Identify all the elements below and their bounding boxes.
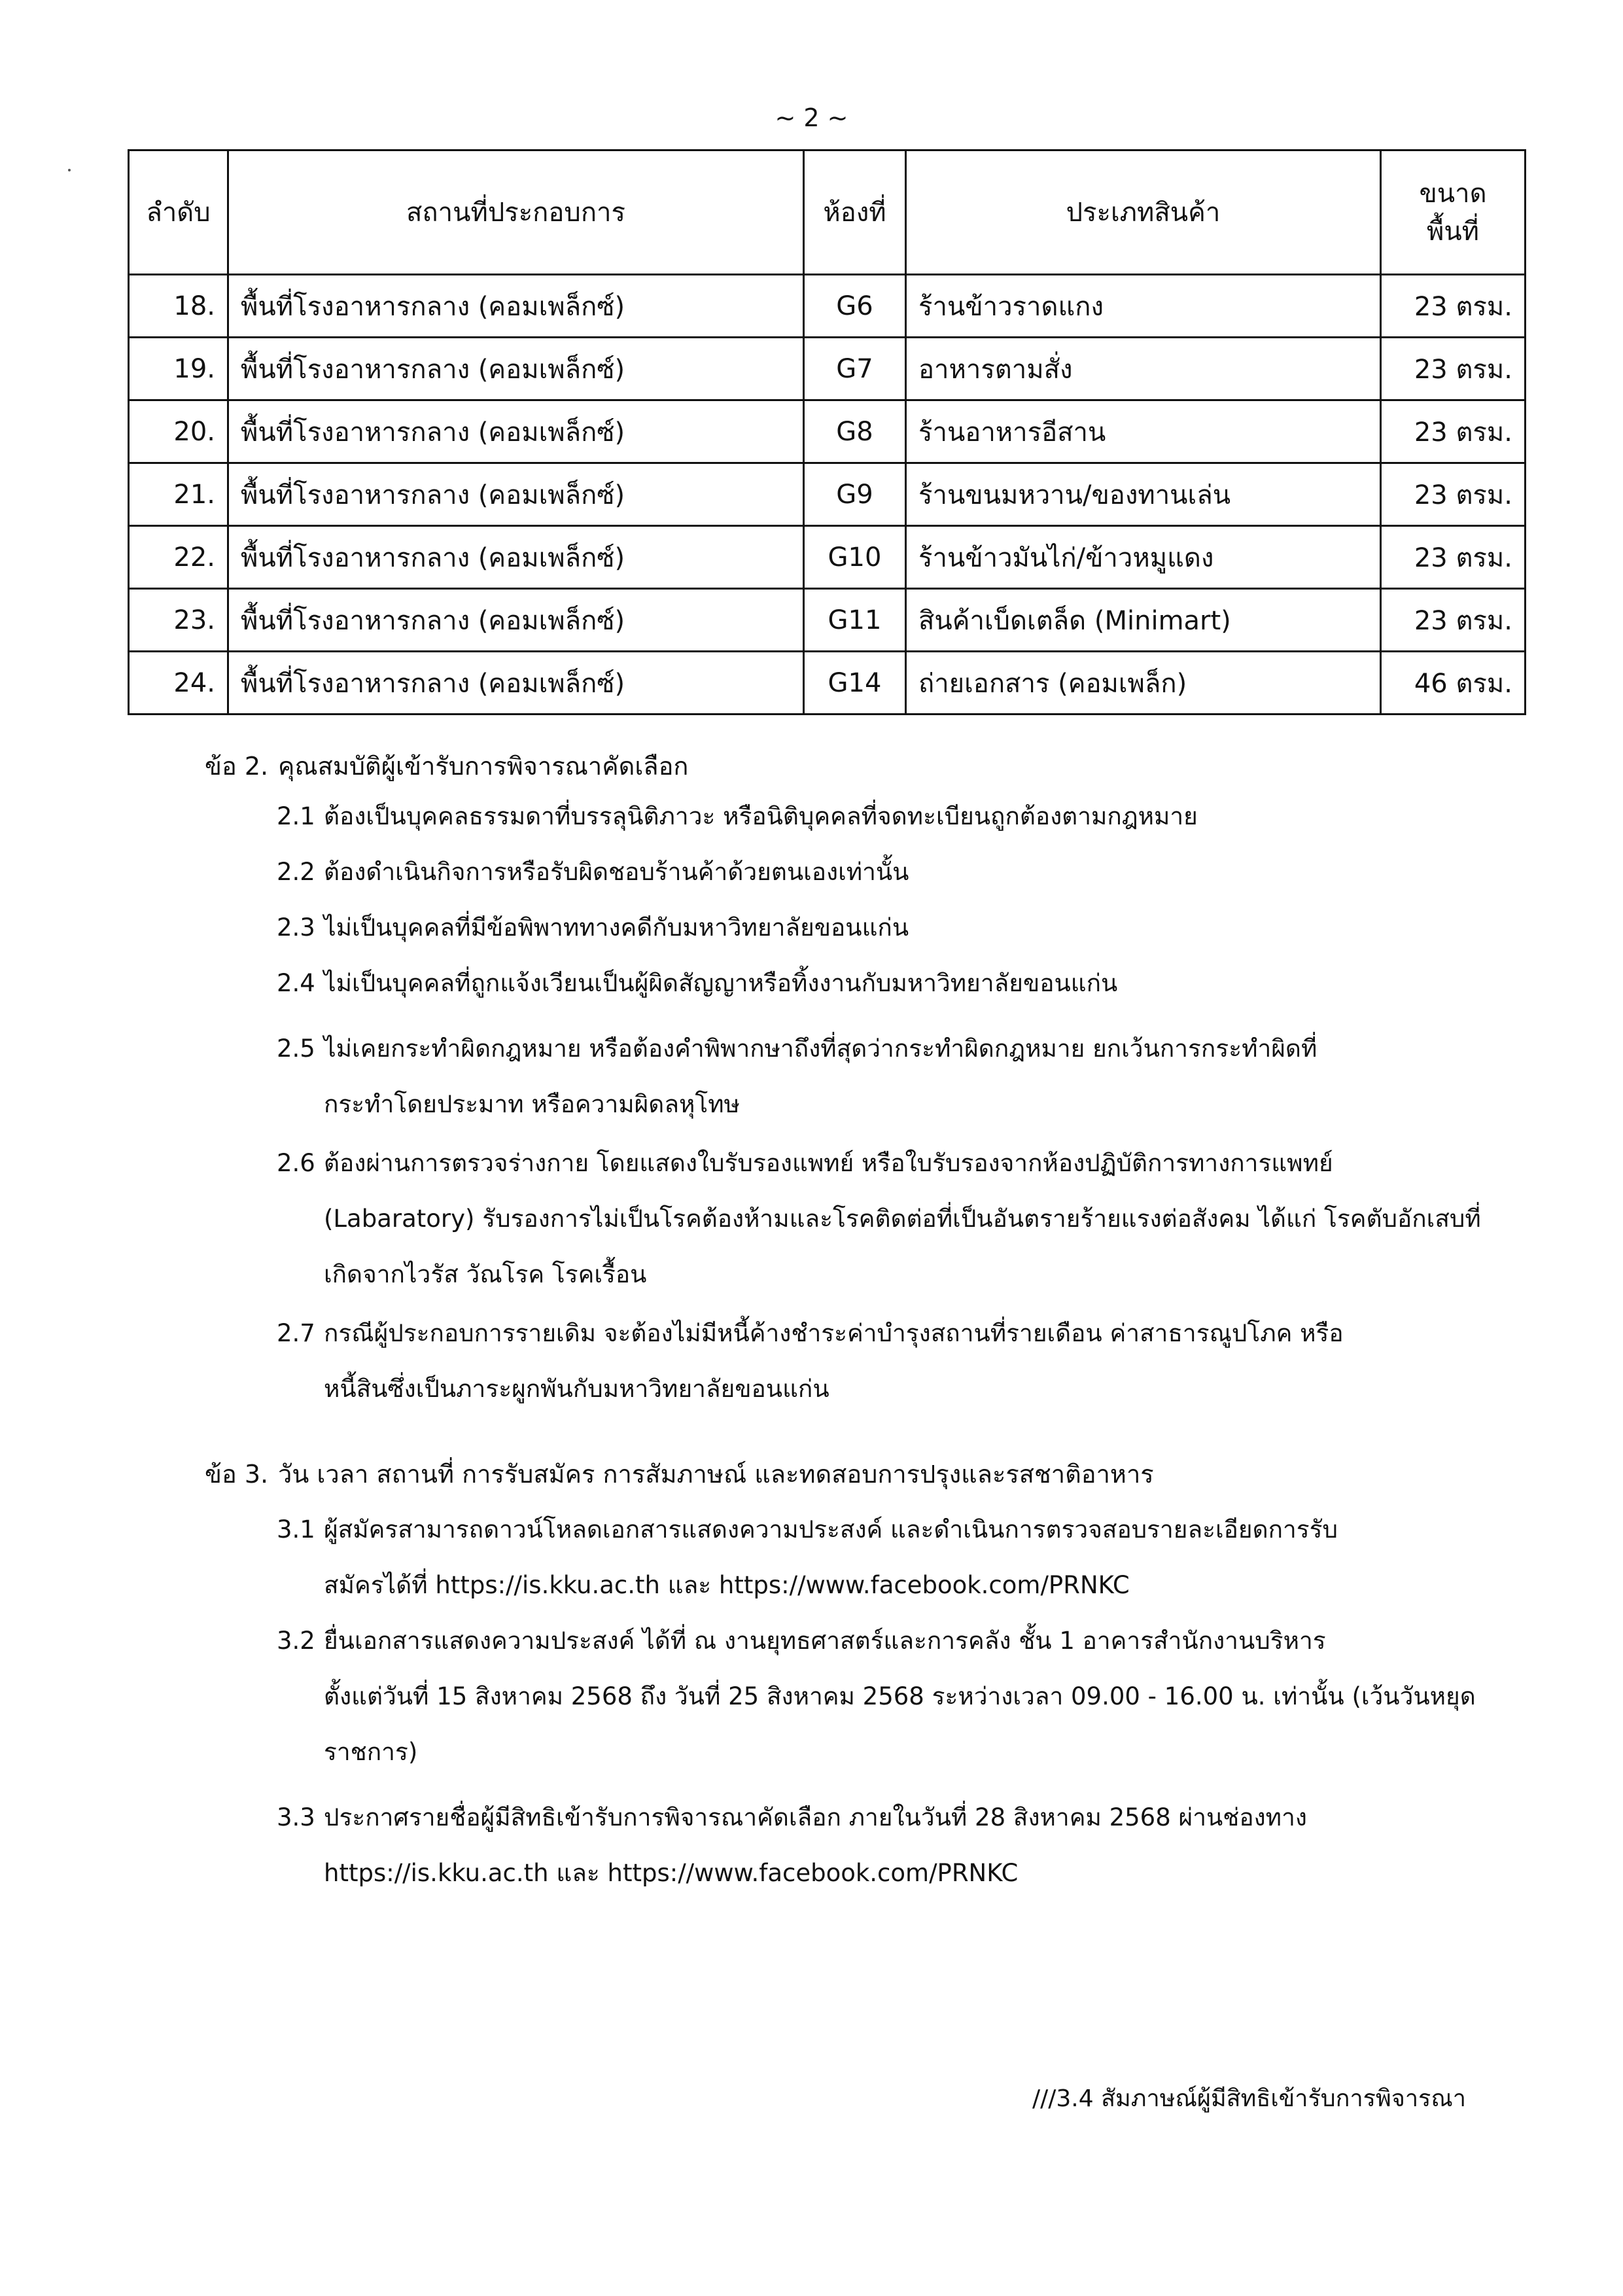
item-number: 2.6	[277, 1149, 315, 1177]
cell-no: 20.	[129, 400, 228, 463]
cell-place: พื้นที่โรงอาหารกลาง (คอมเพล็กซ์)	[228, 275, 804, 338]
section-3-title: วัน เวลา สถานที่ การรับสมัคร การสัมภาษณ์ และทดสอบการปรุงและรสชาติอาหาร	[278, 1460, 1154, 1489]
header-no: ลำดับ	[129, 150, 228, 275]
cell-no: 19.	[129, 338, 228, 400]
item-text: ยื่นเอกสารแสดงความประสงค์ ได้ที่ ณ งานยุทธศาสตร์และการคลัง ชั้น 1 อาคารสำนักงานบริหาร	[324, 1627, 1326, 1655]
section-2-item-6	[277, 1135, 1507, 1302]
section-3-item-3	[277, 1790, 1507, 1901]
table-row	[129, 275, 1526, 338]
table-row	[129, 589, 1526, 652]
cell-no: 24.	[129, 652, 228, 715]
item-text: กรณีผู้ประกอบการรายเดิม จะต้องไม่มีหนี้ค้างชำระค่าบำรุงสถานที่รายเดือน ค่าสาธารณูปโภค หรือ	[324, 1319, 1344, 1347]
item-text: ผู้สมัครสามารถดาวน์โหลดเอกสารแสดงความประสงค์ และดำเนินการตรวจสอบรายละเอียดการรับ	[324, 1515, 1338, 1544]
table-row	[129, 338, 1526, 400]
cell-no: 18.	[129, 275, 228, 338]
cell-size: 23 ตรม.	[1381, 526, 1526, 589]
scan-speck	[68, 169, 71, 171]
section-3-number: ข้อ 3.	[205, 1460, 269, 1489]
section-3-item-2	[277, 1613, 1507, 1780]
cell-room: G10	[804, 526, 906, 589]
cell-type: ร้านอาหารอีสาน	[906, 400, 1381, 463]
section-2-title: คุณสมบัติผู้เข้ารับการพิจารณาคัดเลือก	[278, 752, 689, 781]
item-number: 2.7	[277, 1319, 315, 1347]
table-body	[129, 275, 1526, 715]
item-text: ต้องเป็นบุคคลธรรมดาที่บรรลุนิติภาวะ หรือนิติบุคคลที่จดทะเบียนถูกต้องตามกฎหมาย	[324, 802, 1198, 830]
cell-size: 23 ตรม.	[1381, 338, 1526, 400]
shop-space-table	[128, 149, 1526, 715]
header-size-line2: พื้นที่	[1426, 216, 1480, 247]
cell-place: พื้นที่โรงอาหารกลาง (คอมเพล็กซ์)	[228, 400, 804, 463]
cell-type: สินค้าเบ็ดเตล็ด (Minimart)	[906, 589, 1381, 652]
item-text: ต้องดำเนินกิจการหรือรับผิดชอบร้านค้าด้วยตนเองเท่านั้น	[324, 858, 909, 886]
section-2-item-4	[277, 955, 1507, 1011]
item-number: 2.3	[277, 913, 315, 942]
continuation-note: ///3.4 สัมภาษณ์ผู้มีสิทธิเข้ารับการพิจารณา	[1032, 2085, 1466, 2112]
header-room: ห้องที่	[804, 150, 906, 275]
item-continuation: กระทำโดยประมาท หรือความผิดลหุโทษ	[324, 1090, 741, 1118]
section-2-item-2	[277, 844, 1507, 900]
item-continuation: ตั้งแต่วันที่ 15 สิงหาคม 2568 ถึง วันที่ 25 สิงหาคม 2568 ระหว่างเวลา 09.00 - 16.00 น. เท่านั้น (เว้นวันหยุดราชการ)	[324, 1682, 1476, 1766]
item-continuation: (Labaratory) รับรองการไม่เป็นโรคต้องห้ามและโรคติดต่อที่เป็นอันตรายร้ายแรงต่อสังคม ได้แก่ โรคตับอักเสบที่เกิดจากไวรัส วัณโรค โรคเรื้อน	[324, 1205, 1481, 1288]
item-text: ต้องผ่านการตรวจร่างกาย โดยแสดงใบรับรองแพทย์ หรือใบรับรองจากห้องปฏิบัติการทางการแพทย์	[324, 1149, 1333, 1177]
table-row	[129, 400, 1526, 463]
table-row	[129, 652, 1526, 715]
item-number: 2.2	[277, 858, 315, 886]
cell-type: ร้านข้าวมันไก่/ข้าวหมูแดง	[906, 526, 1381, 589]
cell-size: 46 ตรม.	[1381, 652, 1526, 715]
item-text: ไม่เป็นบุคคลที่มีข้อพิพาททางคดีกับมหาวิทยาลัยขอนแก่น	[324, 913, 909, 942]
section-3-item-1	[277, 1502, 1507, 1613]
item-number: 2.4	[277, 969, 315, 997]
item-continuation: หนี้สินซึ่งเป็นภาระผูกพันกับมหาวิทยาลัยขอนแก่น	[324, 1375, 829, 1403]
cell-type: อาหารตามสั่ง	[906, 338, 1381, 400]
cell-no: 21.	[129, 463, 228, 526]
cell-room: G9	[804, 463, 906, 526]
cell-size: 23 ตรม.	[1381, 463, 1526, 526]
cell-place: พื้นที่โรงอาหารกลาง (คอมเพล็กซ์)	[228, 463, 804, 526]
item-continuation: https://is.kku.ac.th และ https://www.facebook.com/PRNKC	[324, 1859, 1019, 1887]
table-row	[129, 463, 1526, 526]
section-2-item-7	[277, 1305, 1507, 1417]
cell-place: พื้นที่โรงอาหารกลาง (คอมเพล็กซ์)	[228, 338, 804, 400]
item-text: ไม่เป็นบุคคลที่ถูกแจ้งเวียนเป็นผู้ผิดสัญญาหรือทิ้งงานกับมหาวิทยาลัยขอนแก่น	[324, 969, 1118, 997]
header-place: สถานที่ประกอบการ	[228, 150, 804, 275]
cell-room: G8	[804, 400, 906, 463]
header-type: ประเภทสินค้า	[906, 150, 1381, 275]
cell-place: พื้นที่โรงอาหารกลาง (คอมเพล็กซ์)	[228, 652, 804, 715]
section-2-item-5	[277, 1021, 1507, 1132]
item-number: 3.2	[277, 1627, 315, 1655]
cell-place: พื้นที่โรงอาหารกลาง (คอมเพล็กซ์)	[228, 526, 804, 589]
section-2-item-1	[277, 788, 1507, 844]
item-continuation: สมัครได้ที่ https://is.kku.ac.th และ https://www.facebook.com/PRNKC	[324, 1571, 1130, 1599]
section-2-heading	[205, 746, 688, 786]
item-number: 3.3	[277, 1803, 315, 1831]
header-size-line1: ขนาด	[1419, 178, 1487, 209]
cell-place: พื้นที่โรงอาหารกลาง (คอมเพล็กซ์)	[228, 589, 804, 652]
cell-size: 23 ตรม.	[1381, 589, 1526, 652]
cell-size: 23 ตรม.	[1381, 400, 1526, 463]
section-2-item-3	[277, 900, 1507, 955]
cell-room: G6	[804, 275, 906, 338]
cell-room: G7	[804, 338, 906, 400]
item-text: ไม่เคยกระทำผิดกฎหมาย หรือต้องคำพิพากษาถึงที่สุดว่ากระทำผิดกฎหมาย ยกเว้นการกระทำผิดที่	[324, 1034, 1318, 1063]
item-number: 3.1	[277, 1515, 315, 1544]
cell-no: 23.	[129, 589, 228, 652]
cell-room: G14	[804, 652, 906, 715]
cell-type: ร้านข้าวราดแกง	[906, 275, 1381, 338]
cell-size: 23 ตรม.	[1381, 275, 1526, 338]
cell-type: ถ่ายเอกสาร (คอมเพล็ก)	[906, 652, 1381, 715]
cell-type: ร้านขนมหวาน/ของทานเล่น	[906, 463, 1381, 526]
section-3-heading	[205, 1454, 1154, 1494]
header-size	[1381, 150, 1526, 275]
cell-room: G11	[804, 589, 906, 652]
item-number: 2.5	[277, 1034, 315, 1063]
item-text: ประกาศรายชื่อผู้มีสิทธิเข้ารับการพิจารณาคัดเลือก ภายในวันที่ 28 สิงหาคม 2568 ผ่านช่องทาง	[324, 1803, 1307, 1831]
item-number: 2.1	[277, 802, 315, 830]
section-2-number: ข้อ 2.	[205, 752, 269, 781]
cell-no: 22.	[129, 526, 228, 589]
table-row	[129, 526, 1526, 589]
page-number: ~ 2 ~	[775, 103, 848, 132]
table-header-row	[129, 150, 1526, 275]
